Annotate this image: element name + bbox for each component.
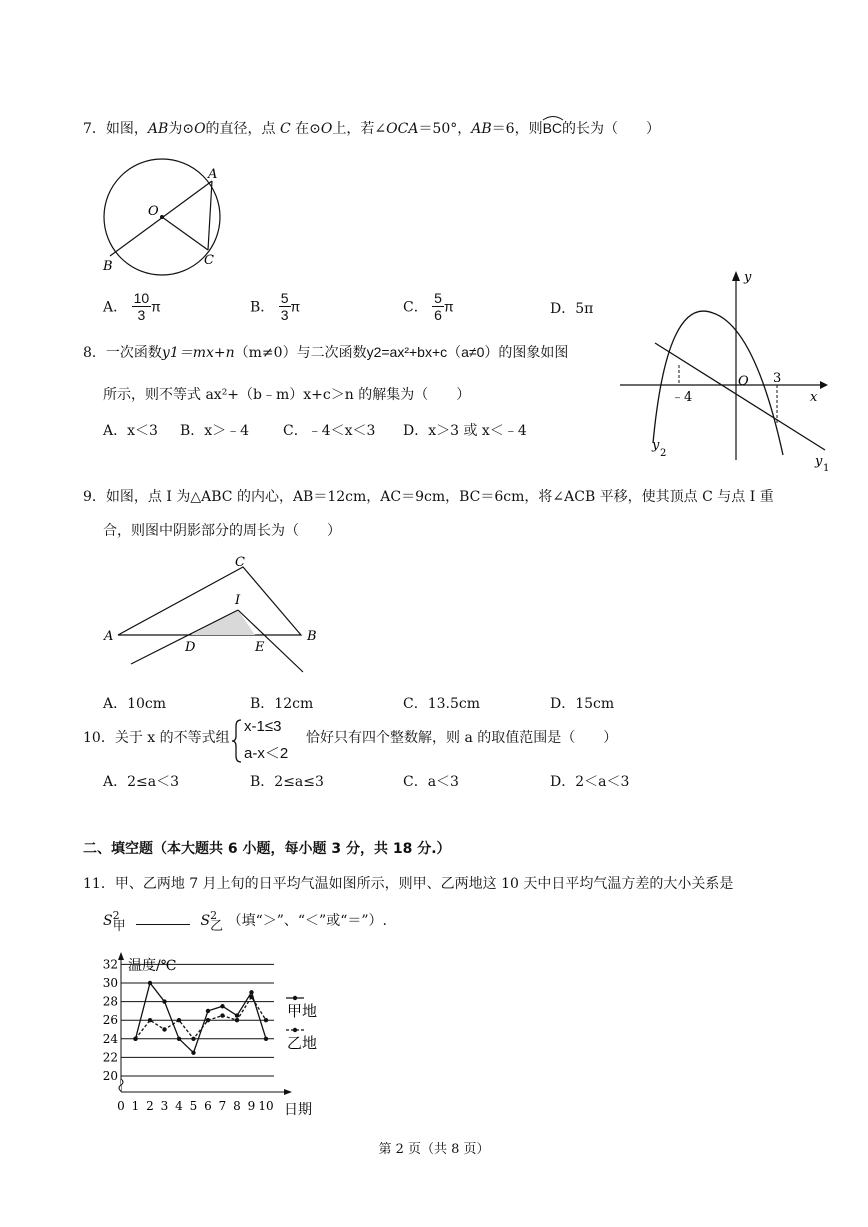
- x-axis-label: 日期: [284, 1102, 312, 1118]
- series-1-point-8: [235, 1013, 239, 1017]
- label-b: B: [103, 259, 113, 274]
- answer-blank[interactable]: [136, 912, 190, 925]
- q9-option-d[interactable]: D．15cm: [550, 696, 615, 712]
- axis-break-icon: [119, 1079, 123, 1091]
- label-x-axis: x: [810, 390, 818, 405]
- series-2-point-1: [133, 1037, 137, 1041]
- y-tick-26: 26: [102, 1013, 118, 1028]
- y-tick-24: 24: [102, 1031, 118, 1046]
- q8-option-b[interactable]: B．x＞﹣4: [180, 423, 250, 439]
- series-1-point-5: [191, 1051, 195, 1055]
- q9-option-a[interactable]: A．10cm: [103, 696, 167, 712]
- chart-axes: [103, 952, 312, 1118]
- y-tick-28: 28: [102, 994, 118, 1009]
- label-y-axis: y: [744, 270, 752, 285]
- q11-stem-line2: S 2 甲 S 2 乙 （填“＞”、“＜”或“＝”）.: [103, 909, 387, 934]
- chart-grid: [121, 964, 274, 1076]
- y-tick-32: 32: [102, 957, 118, 972]
- label-y1: y: [815, 454, 823, 469]
- section-title: 二、填空题（本大题共 6 小题，每小题 3 分，共 18 分.）: [83, 841, 451, 857]
- y-axis-label: 温度/℃: [128, 958, 177, 974]
- page-footer: 第 2 页（共 8 页）: [378, 1142, 490, 1157]
- series-2-point-5: [191, 1037, 195, 1041]
- x-tick-1: 1: [131, 1099, 140, 1113]
- series-1-point-7: [220, 1004, 224, 1008]
- label-i: I: [235, 593, 241, 608]
- series-2-point-2: [148, 1018, 152, 1022]
- label-y2-sub: 2: [660, 448, 667, 459]
- label-c: C: [204, 253, 214, 268]
- x-axis-arrow-icon: [284, 1089, 292, 1095]
- series-1-point-2: [148, 981, 152, 985]
- series-2-point-4: [177, 1018, 181, 1022]
- series-2-point-6: [206, 1018, 210, 1022]
- x-tick-8: 8: [233, 1099, 241, 1113]
- q10-option-b[interactable]: B．2≤a≤3: [250, 774, 324, 790]
- y-tick-30: 30: [102, 976, 118, 990]
- q7-stem: 7．如图，AB为⊙O的直径，点 C 在⊙O上，若∠OCA＝50°，AB＝6，则 BC的长为（ ）: [83, 118, 660, 139]
- q8-option-c[interactable]: C．﹣4＜x＜3: [283, 423, 376, 439]
- chart-series: [133, 981, 268, 1055]
- y-axis-arrow-icon: [118, 952, 124, 960]
- series-2-point-9: [249, 995, 253, 999]
- x-tick-4: 4: [175, 1099, 183, 1113]
- q11-stem-line1: 11．甲、乙两地 7 月上旬的日平均气温如图所示，则甲、乙两地这 10 天中日平均气温方差的大小关系是: [83, 876, 734, 892]
- brace-icon: [231, 718, 243, 764]
- q9-option-b[interactable]: B．12cm: [250, 696, 314, 712]
- q7-option-c[interactable]: C． $\frac{5}{6}$ π: [403, 290, 454, 323]
- s-yi: S: [200, 913, 211, 929]
- y-tick-20: 20: [102, 1069, 118, 1083]
- label-y1-sub: 1: [823, 463, 830, 474]
- q7-circle-figure: [96, 150, 226, 280]
- series-2-point-3: [162, 1027, 166, 1031]
- temperature-line-chart: [98, 950, 328, 1120]
- label-three: 3: [773, 371, 782, 386]
- x-tick-9: 9: [247, 1099, 256, 1113]
- q10-option-c[interactable]: C．a＜3: [403, 774, 459, 790]
- label-o: O: [148, 204, 159, 219]
- q9-option-c[interactable]: C．13.5cm: [403, 696, 480, 712]
- q10-system-line2: a-x＜2: [244, 745, 289, 762]
- series-2-point-10: [264, 1018, 268, 1022]
- legend-label-2: 乙地: [287, 1034, 318, 1052]
- legend-marker-1: [293, 996, 297, 1000]
- q8-stem-line1: 8．一次函数y1＝mx+n（m≠0）与二次函数y2=ax²+bx+c（a≠0）的图象如图: [83, 344, 569, 361]
- q10-option-d[interactable]: D．2＜a＜3: [550, 774, 630, 790]
- y-tick-22: 22: [102, 1050, 118, 1065]
- series-1-point-10: [264, 1037, 268, 1041]
- q8-option-d[interactable]: D．x＞3 或 x＜﹣4: [403, 423, 527, 439]
- q10-stem-tail: 恰好只有四个整数解，则 a 的取值范围是（ ）: [306, 730, 618, 746]
- x-tick-10: 10: [258, 1099, 274, 1113]
- q10-stem: 10．关于 x 的不等式组: [83, 730, 230, 746]
- series-1-point-3: [162, 999, 166, 1003]
- label-a: A: [104, 629, 114, 644]
- x-tick-5: 5: [189, 1099, 198, 1113]
- x-tick-7: 7: [218, 1099, 227, 1113]
- label-d: D: [185, 640, 196, 655]
- q10-option-a[interactable]: A．2≤a＜3: [103, 774, 180, 790]
- label-a: A: [208, 167, 218, 182]
- x-tick-6: 6: [204, 1099, 212, 1113]
- arc-mark-icon: [542, 115, 564, 121]
- q7-option-d[interactable]: D．5π: [550, 301, 594, 317]
- label-c: C: [235, 555, 245, 570]
- q8-function-graph: [615, 265, 840, 475]
- x-tick-3: 3: [160, 1099, 169, 1113]
- q8-option-a[interactable]: A．x＜3: [103, 423, 158, 439]
- q10-system-line1: x-1≤3: [244, 718, 282, 735]
- q9-stem-line2: 合，则图中阴影部分的周长为（ ）: [103, 523, 341, 539]
- q9-triangle-figure: [98, 550, 328, 690]
- series-1-point-6: [206, 1009, 210, 1013]
- label-neg4: ﹣4: [671, 390, 693, 405]
- series-line-1: [136, 983, 267, 1053]
- series-1-point-4: [177, 1037, 181, 1041]
- q9-stem-line1: 9．如图，点 I 为△ABC 的内心，AB＝12cm，AC＝9cm，BC＝6cm，将∠ACB 平移，使其顶点 C 与点 I 重: [83, 489, 774, 505]
- label-origin: O: [738, 374, 749, 389]
- label-e: E: [255, 640, 265, 655]
- x-tick-0: 0: [117, 1099, 125, 1113]
- chart-legend: [286, 996, 317, 1052]
- q7-option-a[interactable]: A． $\frac{10}{3}$ π: [103, 290, 161, 323]
- q8-stem-line2: 所示，则不等式 ax²+（b﹣m）x+c＞n 的解集为（ ）: [103, 387, 471, 403]
- s-jia: S: [103, 913, 113, 929]
- series-2-point-7: [220, 1013, 224, 1017]
- series-2-point-8: [235, 1018, 239, 1022]
- legend-label-1: 甲地: [287, 1002, 318, 1020]
- q7-option-b[interactable]: B． $\frac{5}{3}$ π: [250, 290, 301, 323]
- arc-bc: BC: [543, 118, 562, 138]
- legend-marker-2: [293, 1028, 297, 1032]
- label-b: B: [307, 629, 317, 644]
- x-tick-2: 2: [146, 1099, 154, 1113]
- series-1-point-9: [249, 990, 253, 994]
- label-y2: y: [652, 438, 660, 453]
